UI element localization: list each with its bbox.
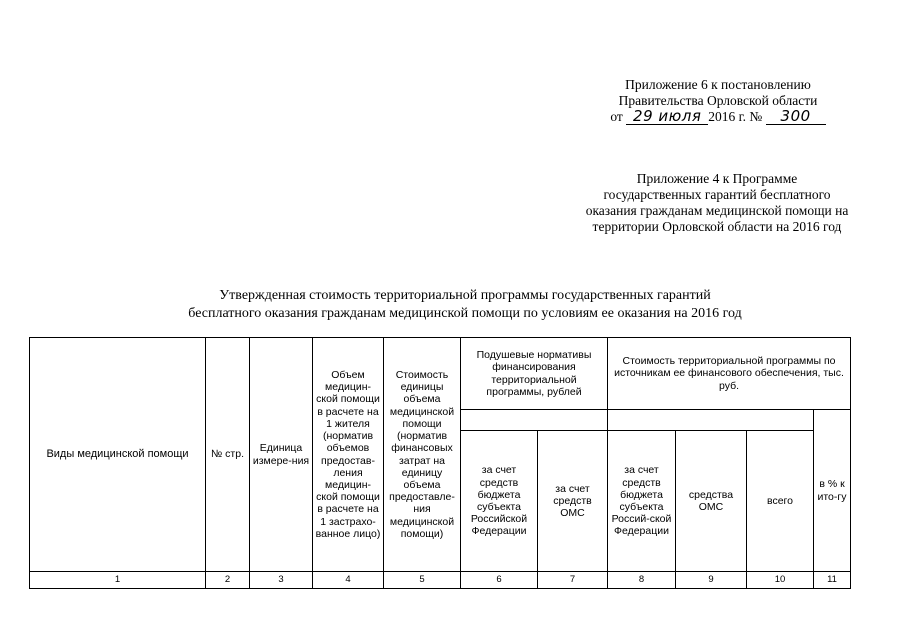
program-appendix-line-3: оказания гражданам медицинской помощи на [585,203,849,218]
decree-appendix-note [583,77,853,125]
decree-appendix-line-2: Правительства Орловской области [618,93,818,108]
header-volume-norm: Объем медицин-ской помощи в расчете на 1 жителя (норматив объемов предостав-ления медицин-ской помощи в расчете на 1 застрахо-ванное лицо) [313,338,384,572]
decree-from-label: от [610,109,623,124]
column-number-cell: 7 [538,572,608,589]
column-number-cell: 10 [747,572,814,589]
decree-appendix-line-1: Приложение 6 к постановлению [625,77,811,92]
header-cost-oms: средства ОМС [676,431,747,572]
document-title-line-2: бесплатного оказания гражданам медицинской помощи по условиям ее оказания на 2016 год [188,306,742,321]
column-number-cell: 5 [384,572,461,589]
header-program-cost-spacer [608,410,814,431]
document-title [100,287,830,323]
decree-number-handwritten: 300 [766,109,826,125]
column-number-cell: 1 [30,572,206,589]
column-number-cell: 9 [676,572,747,589]
column-number-cell: 4 [313,572,384,589]
header-row-number: № стр. [206,338,250,572]
header-cost-budget: за счет средств бюджета субъекта Россий-ской Федерации [608,431,676,572]
decree-year-label: 2016 г. № [708,109,763,124]
column-number-cell: 11 [814,572,851,589]
column-number-cell: 3 [250,572,313,589]
header-cost-percent: в % к ито-гу [814,410,851,572]
decree-appendix-line-3 [583,109,853,125]
header-per-capita-spacer [461,410,608,431]
header-per-capita-oms: за счет средств ОМС [538,431,608,572]
header-program-cost-group: Стоимость территориальной программы по источникам ее финансового обеспечения, тыс. руб. [608,338,851,410]
column-number-cell: 8 [608,572,676,589]
column-number-cell: 2 [206,572,250,589]
document-title-line-1: Утвержденная стоимость территориальной программы государственных гарантий [219,288,711,303]
header-cost-total: всего [747,431,814,572]
header-per-capita-group: Подушевые нормативы финансирования территориальной программы, рублей [461,338,608,410]
program-appendix-line-2: государственных гарантий бесплатного [603,187,831,202]
program-appendix-line-1: Приложение 4 к Программе [636,171,798,186]
program-appendix-note [552,171,882,235]
program-appendix-line-4: территории Орловской области на 2016 год [592,219,842,234]
cost-table [29,337,851,589]
column-number-cell: 6 [461,572,538,589]
header-unit-cost: Стоимость единицы объема медицинской помощи (норматив финансовых затрат на единицу объема предоставле-ния медицинской помощи) [384,338,461,572]
header-kinds-of-care: Виды медицинской помощи [30,338,206,572]
header-unit: Единица измере-ния [250,338,313,572]
header-per-capita-budget: за счет средств бюджета субъекта Российской Федерации [461,431,538,572]
decree-date-handwritten: 29 июля [626,109,708,125]
